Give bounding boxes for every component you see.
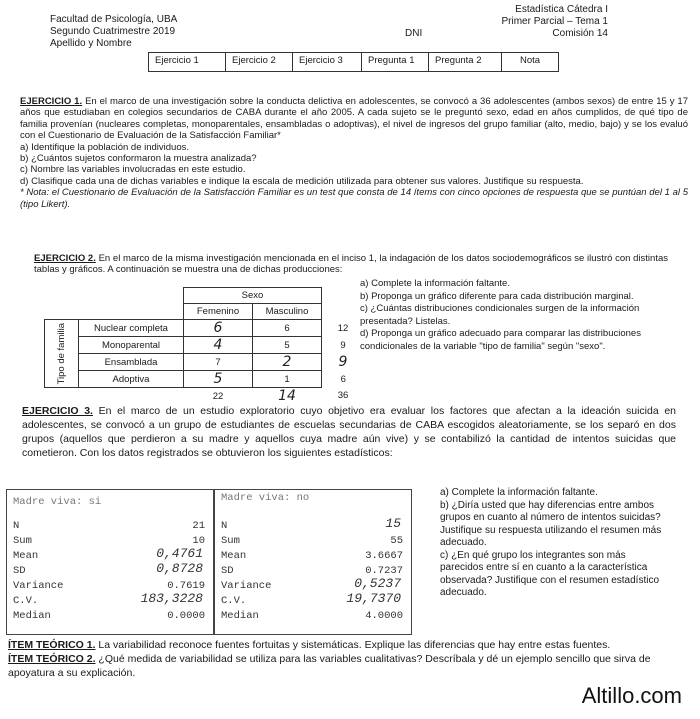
cell-mas: 5 xyxy=(253,337,322,354)
stat-label: Median xyxy=(221,610,259,622)
stat-label: Variance xyxy=(13,580,64,592)
ex2-question-b: b) Proponga un gráfico diferente para cada distribución marginal. xyxy=(360,290,634,302)
grade-box-ex2: Ejercicio 2 xyxy=(226,53,293,71)
stat-label: Sum xyxy=(13,535,32,547)
stat-handwritten-answer: 0,5237 xyxy=(354,576,401,591)
contingency-table xyxy=(44,287,365,404)
table-row xyxy=(45,320,365,337)
exercise-3 xyxy=(22,404,676,460)
grade-box-nota: Nota xyxy=(519,55,541,66)
col-header-mas: Masculino xyxy=(253,304,322,320)
row-label: Monoparental xyxy=(79,337,184,354)
watermark-logo: Altillo.com xyxy=(581,683,682,708)
ex1-item-a: a) Identifique la población de individuos. xyxy=(20,141,190,153)
ex1-note: * Nota: el Cuestionario de Evaluación de la Satisfacción Familiar es un test que consta de 14 ítems con cinco opciones de respuesta que se puntúan del 1 al 5 (tipo Likert). xyxy=(20,187,688,210)
stat-label: C.V. xyxy=(13,595,39,607)
stat-value: 10 xyxy=(192,535,205,547)
stat-label: C.V. xyxy=(221,595,247,607)
stat-label: N xyxy=(221,520,228,532)
ex3-question-c: c) ¿En qué grupo los integrantes son más parecidos entre sí en cuanto a la característica observada? Justifique con el resumen estadístico adecuado. xyxy=(440,549,660,598)
grade-box-ex1: Ejercicio 1 xyxy=(149,53,226,71)
stats-box-title: Madre viva: no xyxy=(221,492,310,504)
row-total: 9 xyxy=(340,339,346,351)
ex2-question-d: d) Proponga un gráfico adecuado para comparar las distribuciones condicionales de la variable "tipo de familia" según "sexo". xyxy=(360,328,641,352)
semester: Segundo Cuatrimestre 2019 xyxy=(50,26,176,37)
stat-value: 0.0000 xyxy=(167,610,205,622)
stats-box-mother-alive xyxy=(6,489,214,635)
ex2-question-c: c) ¿Cuántas distribuciones condicionales surgen de la información presentada? Listelas. xyxy=(360,303,640,327)
stat-label: Median xyxy=(13,610,51,622)
col-group-header: Sexo xyxy=(184,288,322,304)
stat-value: 0.7237 xyxy=(365,565,403,577)
stat-handwritten-answer: 19,7370 xyxy=(346,591,401,606)
total-mas: 14 xyxy=(278,388,296,404)
stat-label: Mean xyxy=(13,550,39,562)
ex1-item-b: b) ¿Cuántos sujetos conformaron la muestra analizada? xyxy=(20,153,257,165)
row-label: Nuclear completa xyxy=(79,320,184,337)
ex3-questions xyxy=(440,487,666,600)
name-field-label: Apellido y Nombre xyxy=(50,38,132,49)
grand-total: 36 xyxy=(337,390,349,402)
exercise-2 xyxy=(34,253,668,276)
total-fem: 22 xyxy=(212,390,224,402)
grade-box-ex3: Ejercicio 3 xyxy=(293,53,362,71)
row-group-header: Tipo de familia xyxy=(45,320,79,388)
stat-label: N xyxy=(13,520,20,532)
col-header-fem: Femenino xyxy=(184,304,253,320)
stat-value: 21 xyxy=(192,520,205,532)
theory-item-1 xyxy=(8,638,694,652)
stat-label: Variance xyxy=(221,580,272,592)
stat-value: 3.6667 xyxy=(365,550,403,562)
exercise-1 xyxy=(20,96,688,210)
stat-handwritten-answer: 15 xyxy=(385,516,401,531)
faculty-name: Facultad de Psicología, UBA xyxy=(50,14,178,25)
header-left xyxy=(50,14,177,50)
course-name: Estadística Cátedra I xyxy=(515,4,608,15)
ex1-item-c: c) Nombre las variables involucradas en este estudio. xyxy=(20,164,246,176)
theory-1-title: ÍTEM TEÓRICO 1. xyxy=(8,639,96,651)
grade-boxes xyxy=(148,52,559,72)
dni-label: DNI xyxy=(405,28,423,39)
theory-2-title: ÍTEM TEÓRICO 2. xyxy=(8,653,96,665)
table-row xyxy=(45,337,365,354)
stat-value: 55 xyxy=(390,535,403,547)
row-label: Adoptiva xyxy=(79,371,184,388)
ex1-title: EJERCICIO 1. xyxy=(20,96,83,107)
table-row xyxy=(45,371,365,388)
ex2-intro: En el marco de la misma investigación mencionada en el inciso 1, la indagación de los datos sociodemográficos se ilustró con distintas tablas y gráficos. A continuación se muestra una de dichas producciones: xyxy=(34,253,669,276)
ex2-title: EJERCICIO 2. xyxy=(34,253,96,264)
ex3-question-a: a) Complete la información faltante. xyxy=(440,487,598,498)
stat-label: Mean xyxy=(221,550,247,562)
stat-label: SD xyxy=(13,565,26,577)
stat-handwritten-answer: 0,8728 xyxy=(156,561,203,576)
ex3-question-b: b) ¿Diría usted que hay diferencias entre ambos grupos en cuanto al número de intentos suicidas? Justifique su respuesta utilizando el resumen más adecuado. xyxy=(440,499,662,548)
row-total: 12 xyxy=(337,322,349,334)
grade-box-q2: Pregunta 2 xyxy=(429,53,502,71)
cell-fem: 7 xyxy=(184,354,253,371)
ex1-intro: En el marco de una investigación sobre la conducta delictiva en adolescentes, se convocó a 36 adolescentes (ambos sexos) de entre 15 y 17 años que estudiaban en colegios secundarios de CABA durante el año 2005. A cada sujeto se le preguntó sexo, edad en años cumplidos, de qué tipo de familia provenían (nucleares completas, monoparentales, ensambladas o adoptivas), el nivel de ingresos del grupo familiar (alto, medio, bajo) y se los evaluó con el Cuestionario de Evaluación de la Satisfacción Familiar* xyxy=(20,96,689,142)
stat-handwritten-answer: 0,4761 xyxy=(156,546,203,561)
stat-value: 0.7619 xyxy=(167,580,205,592)
commission: Comisión 14 xyxy=(552,28,608,39)
stat-label: SD xyxy=(221,565,234,577)
stat-label: Sum xyxy=(221,535,240,547)
cell-fem: 5 xyxy=(184,371,253,388)
cell-mas: 1 xyxy=(253,371,322,388)
table-row xyxy=(45,388,365,405)
theory-1-text: La variabilidad reconoce fuentes fortuitas y sistemáticas. Explique las diferencias que hay entre estas fuentes. xyxy=(95,639,611,651)
row-total: 6 xyxy=(340,373,346,385)
exam-name: Primer Parcial – Tema 1 xyxy=(501,16,608,27)
stats-box-mother-deceased xyxy=(214,489,412,635)
theory-2-text: ¿Qué medida de variabilidad se utiliza para las variables cualitativas? Descríbala y dé un ejemplo sencillo que sirva de apoyatura a su explicación. xyxy=(8,653,651,679)
row-total: 9 xyxy=(338,354,348,370)
ex3-intro: En el marco de un estudio exploratorio cuyo objetivo era evaluar los factores que afectan a la ideación suicida en adolescentes, se convocó a un grupo de estudiantes de escuelas secundarias de CABA escogidos aleatoriamente, se los separó en dos grupos (aquellos que perdieron a su madre y aquellos cuya madre aún vive) y se contabilizó la cantidad de intentos suicidas que cometieron. Con los datos registrados se obtuvieron los siguientes estadísticos: xyxy=(22,405,676,459)
row-label: Ensamblada xyxy=(79,354,184,371)
grade-box-q1: Pregunta 1 xyxy=(362,53,429,71)
header-right xyxy=(501,4,608,40)
cell-fem: 4 xyxy=(184,337,253,354)
ex2-question-a: a) Complete la información faltante. xyxy=(360,278,510,289)
ex2-questions xyxy=(360,278,664,353)
table-row xyxy=(45,354,365,371)
cell-mas: 6 xyxy=(253,320,322,337)
cell-mas: 2 xyxy=(253,354,322,371)
cell-fem: 6 xyxy=(184,320,253,337)
ex3-title: EJERCICIO 3. xyxy=(22,405,93,417)
theory-items xyxy=(8,638,694,680)
ex1-item-d: d) Clasifique cada una de dichas variables e indique la escala de medición utilizada para obtener sus valores. Justifique su respuesta. xyxy=(20,175,584,187)
stat-value: 4.0000 xyxy=(365,610,403,622)
stats-box-title: Madre viva: si xyxy=(13,496,102,508)
stat-handwritten-answer: 183,3228 xyxy=(140,591,203,606)
theory-item-2 xyxy=(8,652,694,680)
